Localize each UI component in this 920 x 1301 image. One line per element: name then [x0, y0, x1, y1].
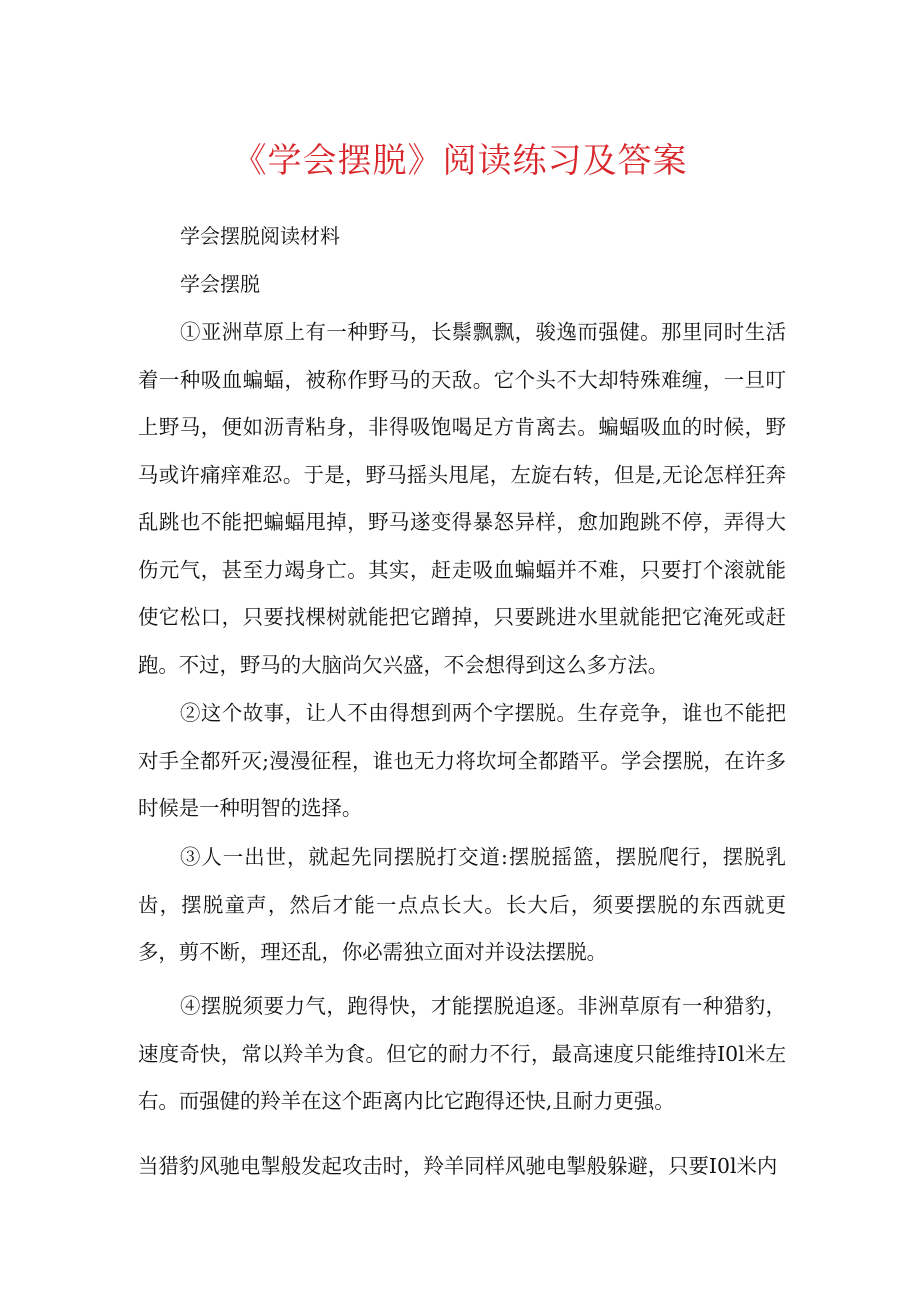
paragraph-3: ③人一出世，就起先同摆脱打交道:摆脱摇篮，摆脱爬行，摆脱乳齿，摆脱童声，然后才能一点点长大。长大后，须要摆脱的东西就更多，剪不断，理还乱，你必需独立面对并设法摆脱。 [138, 845, 786, 964]
paragraph-4: ④摆脱须要力气，跑得快，才能摆脱追逐。非洲草原有一种猎豹，速度奇快，常以羚羊为食。但它的耐力不行，最高速度只能维持I0l米左右。而强健的羚羊在这个距离内比它跑得还快,且耐力更强。 [138, 994, 786, 1113]
subtitle-reading-material: 学会摆脱阅读材料 [180, 224, 340, 248]
paragraph-5: 当猎豹风驰电掣般发起攻击时，羚羊同样风驰电掣般躲避，只要I0l米内 [138, 1154, 778, 1178]
document-title: 《学会摆脱》阅读练习及答案 [232, 141, 688, 181]
paragraph-2: ②这个故事，让人不由得想到两个字摆脱。生存竞争，谁也不能把对手全都歼灭;漫漫征程，谁也无力将坎坷全都踏平。学会摆脱，在许多时候是一种明智的选择。 [138, 701, 786, 820]
paragraph-1: ①亚洲草原上有一种野马，长鬃飘飘，骏逸而强健。那里同时生活着一种吸血蝙蝠，被称作野马的天敌。它个头不大却特殊难缠，一旦叮上野马，便如沥青粘身，非得吸饱喝足方肯离去。蝙蝠吸血的时候，野马或许痛痒难忍。于是，野马摇头甩尾，左旋右转，但是,无论怎样狂奔乱跳也不能把蝙蝠甩掉，野马遂变得暴怒异样，愈加跑跳不停，弄得大伤元气，甚至力竭身亡。其实，赶走吸血蝙蝠并不难，只要打个滚就能使它松口，只要找棵树就能把它蹭掉，只要跳进水里就能把它淹死或赶跑。不过，野马的大脑尚欠兴盛，不会想得到这么多方法。 [138, 320, 786, 677]
subtitle-article-title: 学会摆脱 [180, 272, 260, 296]
